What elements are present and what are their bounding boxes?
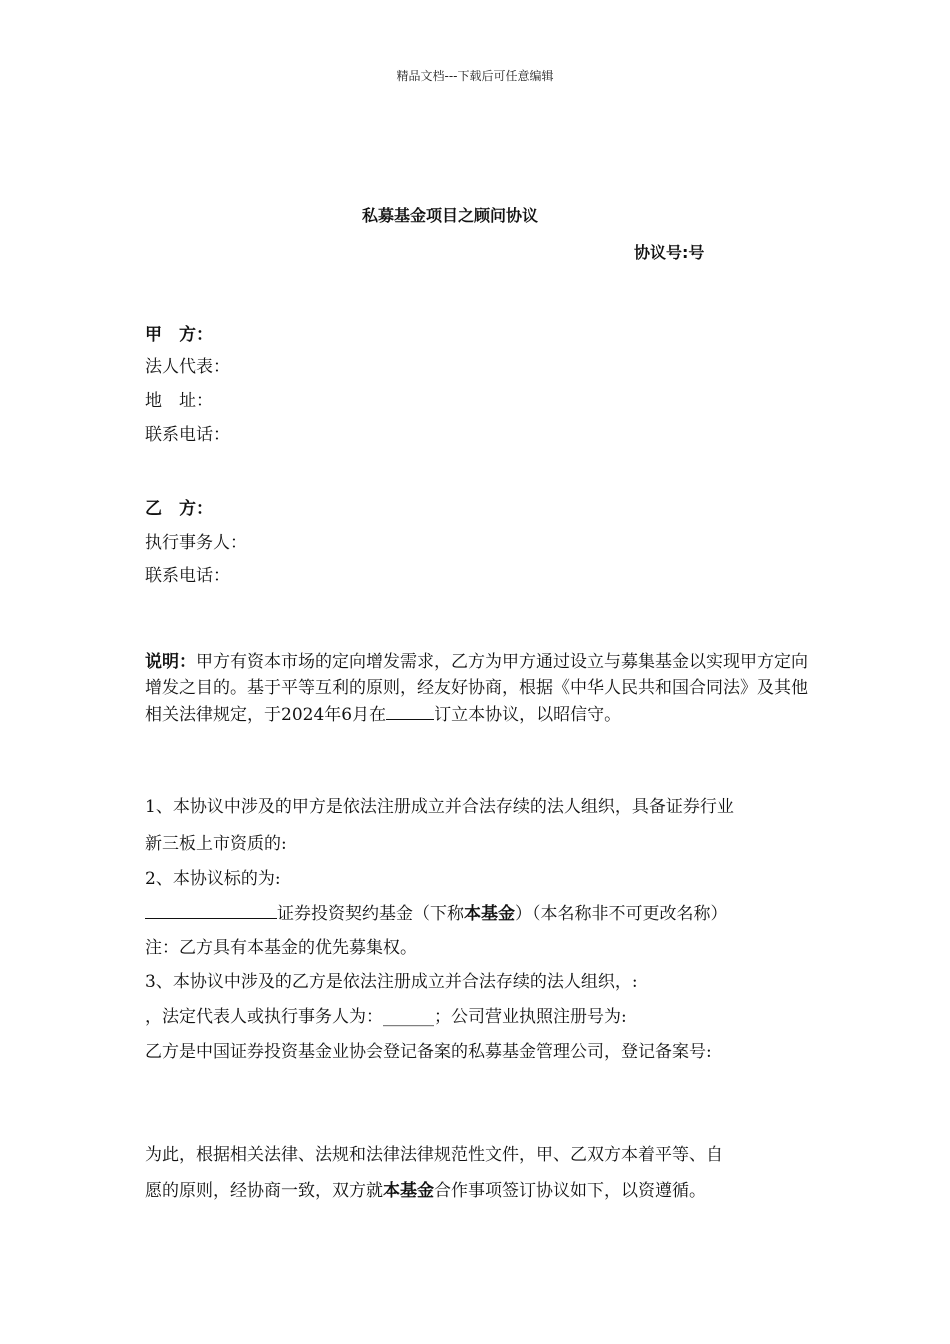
note-text: 甲方有资本市场的定向增发需求，乙方为甲方通过设立与募集基金以实现甲方定向增发之目的。基于平等互利的原则，经友好协商，根据《中华人民共和国合同法》及其他相关法律规定，于2024年6月在 xyxy=(145,652,808,725)
closing-line-1: 为此，根据相关法律、法规和法律法律规范性文件，甲、乙双方本着平等、自 xyxy=(145,1145,723,1165)
closing-bold: 本基金 xyxy=(383,1181,434,1201)
note-text-end: 订立本协议，以昭信守。 xyxy=(434,705,622,725)
page-header: 精品文档---下载后可任意编辑 xyxy=(396,69,554,83)
fund-name-blank xyxy=(145,900,277,919)
closing-text-end: 合作事项签订协议如下，以资遵循。 xyxy=(434,1181,706,1201)
fund-name-bold: 本基金 xyxy=(464,904,515,924)
fund-name-text: 证券投资契约基金（下称 xyxy=(277,904,464,924)
agreement-number: 协议号:号 xyxy=(634,243,705,262)
clause-2: 2、本协议标的为: xyxy=(145,869,281,889)
clause-2-fund-name xyxy=(145,899,728,924)
clause-1-line-2: 新三板上市资质的: xyxy=(145,834,287,854)
document-title: 私募基金项目之顾问协议 xyxy=(361,206,538,225)
party-b-label: 乙 方： xyxy=(145,499,213,519)
clause-3-line-1: 3、本协议中涉及的乙方是依法注册成立并合法存续的法人组织，: xyxy=(145,972,638,992)
party-b-phone: 联系电话： xyxy=(145,566,230,586)
party-a-label: 甲 方： xyxy=(145,325,213,345)
party-a-representative: 法人代表： xyxy=(145,357,230,377)
clause-1-line-1: 1、本协议中涉及的甲方是依法注册成立并合法存续的法人组织，具备证券行业 xyxy=(145,797,734,817)
location-blank xyxy=(386,701,434,720)
closing-text: 愿的原则，经协商一致，双方就 xyxy=(145,1181,383,1201)
clause-2-note: 注：乙方具有本基金的优先募集权。 xyxy=(145,938,417,958)
fund-name-note: ）（本名称非不可更改名称） xyxy=(515,904,728,924)
party-b-executor: 执行事务人： xyxy=(145,533,247,553)
party-a-address: 地 址： xyxy=(145,391,213,411)
clause-3-line-3: 乙方是中国证券投资基金业协会登记备案的私募基金管理公司，登记备案号: xyxy=(145,1042,712,1062)
note-paragraph xyxy=(145,650,810,729)
note-label: 说明： xyxy=(145,652,196,672)
closing-line-2 xyxy=(145,1176,706,1201)
clause-3-line-2: ，法定代表人或执行事务人为：______；公司营业执照注册号为: xyxy=(145,1007,627,1027)
party-a-phone: 联系电话： xyxy=(145,425,230,445)
